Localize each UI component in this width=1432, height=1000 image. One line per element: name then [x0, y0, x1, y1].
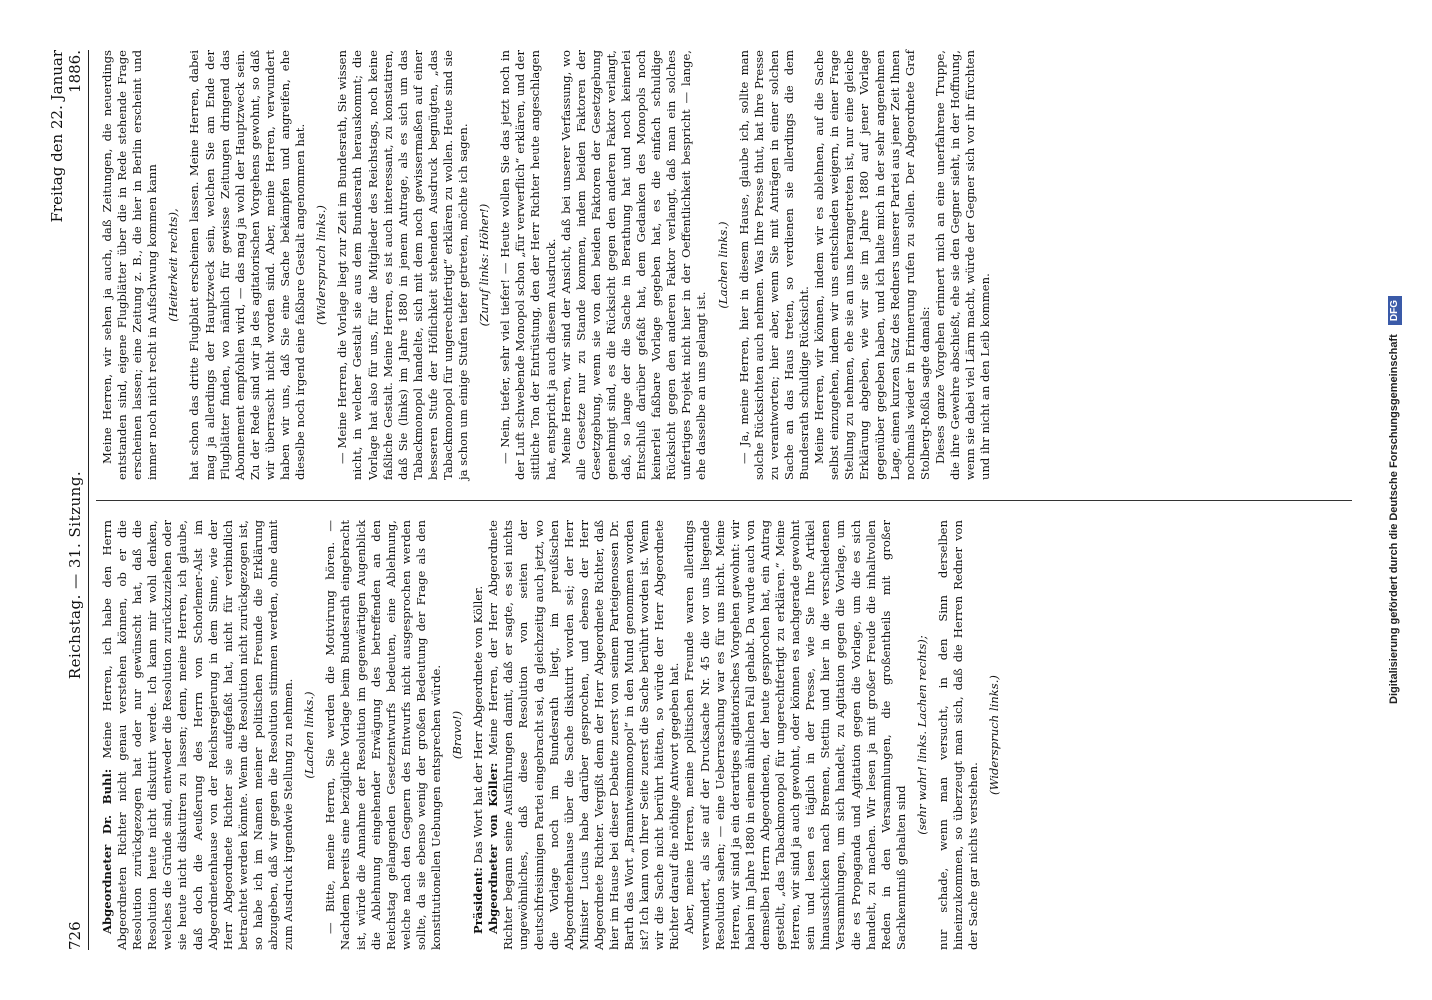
- stage-direction: (sehr wahr! links. Lachen rechts);: [914, 635, 929, 835]
- paragraph: [100, 520, 296, 950]
- paragraph: Meine Herren, wir sind der Ansicht, daß bei unserer Verfassung, wo alle Gesetze nur zu Stande kommen, indem beiden Faktoren der Gesetzgebung, wenn sie von den beiden Faktoren der Gesetzgebung genehmigt sind, es die Rücksicht gegen den anderen Faktor verlangt, daß, so lange der die Sache in Berathung hat und noch keinerlei Entschluß darüber gefaßt hat, dem Gedanken des Monopols noch keinerlei faßbare Vorlage gegeben hat, es die einfach schuldige Rücksicht gegen den anderen Faktor verlangt, daß man ein solches unfertiges Projekt nicht hier in der Oeffentlichkeit bespricht — lange, ehe dasselbe an uns gelangt ist.: [558, 50, 709, 480]
- right-column: [100, 50, 1356, 480]
- stage-direction: (Widerspruch links.): [314, 205, 329, 325]
- quoted-paragraph: Dieses ganze Vorgehen erinnert mich an eine unerfahrene Truppe, die ihre Gewehre abschießt, ehe sie den Gegner sieht, in der Hoffnung, wenn sie dabei viel Lärm macht, würde der Gegner sich vor ihr fürchten und ihr nicht an den Leib kommen.: [932, 50, 993, 480]
- page-number: 726: [66, 921, 84, 950]
- session-title: Reichstag. — 31. Sitzung.: [66, 470, 84, 680]
- newspaper-page: [36, 20, 1396, 980]
- paragraph: — Ja, meine Herren, hier in diesem Hause, glaube ich, sollte man solche Rücksichten auch nehmen. Was Ihre Presse thut, hat Ihre Presse zu verantworten; hier aber, wenn Sie mit Anträgen in einer solchen Sache an das Haus treten, so verdienen sie allerdings die dem Bundesrath schuldige Rücksicht.: [736, 50, 812, 480]
- stage-direction: (Heiterkeit rechts),: [166, 208, 181, 322]
- paragraph: — Bitte, meine Herren, Sie werden die Motivirung hören. — Nachdem bereits eine bezügliche Vorlage beim Bundesrath eingebracht ist, würde die Annahme der Resolution im gegenwärtigen Augenblick die Ablehnung eingehender Erwägung des betreffenden an den Reichstag gelangenden Gesetzentwurfs bedeuten, eine Ablehnung, welche nach den Gegnern des Entwurfs nicht ausgesprochen werden sollte, da sie ebenso wenig der großen Bedeutung der Frage als den konstitutionellen Uebungen entsprechen würde.: [323, 520, 443, 950]
- column-separator: [96, 500, 1352, 501]
- paragraph: [486, 520, 682, 950]
- speaker-name: Abgeordneter von Köller:: [486, 762, 501, 934]
- paragraph-text: Meine Herren, ich habe den Herrn Abgeordneten Richter nicht genau verstehen können, ob er die Resolution zurückgezogen hat oder nur gewünscht hat, daß die Resolution heute nicht diskutirt werde. Ich kann mir wohl denken, welches die Gründe sind, entweder die Resolution zurückzuziehen oder sie heute nicht diskutiren zu lassen; denn, meine Herren, ich glaube, daß doch die Aeußerung des Herrn von Schorlemer-Alst im Abgeordnetenhause von der Reichsregierung in dem Sinne, wie der Herr Abgeordnete Richter sie aufgefaßt hat, nicht für verbindlich betrachtet werden könnte. Wenn die Resolution nicht zurückgezogen ist, so habe ich im Namen meiner politischen Freunde die Erklärung abzugeben, daß wir gegen die Resolution stimmen werden, ohne damit zum Ausdruck irgendwie Stellung zu nehmen.: [100, 520, 296, 950]
- speaker-name: Präsident:: [471, 867, 486, 934]
- stage-direction: (Lachen links.): [302, 691, 317, 779]
- paragraph-text: Meine Herren, der Herr Abgeordnete Richter begann seine Ausführungen damit, daß er sagte, es sei nichts ungewöhnliches, daß diese Resolution von seiten der deutschfreisinnigen Partei eingebracht sei, da gleichzeitig auch jetzt, wo die Vorlage noch im Bundesrath liegt, im preußischen Abgeordnetenhause über die Sache diskutirt worden sei; der Herr Minister Lucius habe darüber gesprochen, und ebenso der Herr Abgeordnete Richter. Vergißt denn der Herr Abgeordnete Richter, daß hier im Hause bei dieser Debatte zuerst von seinem Parteigenossen Dr. Barth das Wort „Branntweinmonopol“ in den Mund genommen worden ist? Ich kann von Ihrer Seite zuerst die Sache berührt worden ist. Wenn wir die Sache nicht berührt hätten, so würde der Herr Abgeordnete Richter darauf die nöthige Antwort gegeben hat.: [486, 520, 682, 950]
- paragraph: Meine Herren, wir sehen ja auch, daß Zeitungen, die neuerdings entstanden sind, eigene Flugblätter über die in Rede stehende Frage erscheinen lassen; eine Zeitung z. B., die hier in Berlin erscheint und immer noch nicht recht in Aufschwung kommen kann: [100, 50, 160, 480]
- stage-direction: (Zuruf links: Höher!): [477, 203, 492, 327]
- page-header: [48, 50, 84, 950]
- paragraph: [471, 520, 486, 950]
- paragraph: — Meine Herren, die Vorlage liegt zur Zeit im Bundesrath, Sie wissen nicht, in welcher Gestalt sie aus dem Bundesrath herauskommt; die Vorlage hat also für uns, für die Mitglieder des Reichstags, noch keine faßliche Gestalt. Meine Herren, es ist auch interessant, zu konstatiren, daß Sie (links) im Jahre 1880 in jenem Antrage, als es sich um das Tabackmonopol handelte, sich mit dem noch gewissermaßen auf einer besseren Stufe der Höflichkeit stehenden Ausdruck begnügten, „das Tabackmonopol für ungerechtfertigt“ erklären zu wollen. Heute sind sie ja schon um einige Stufen tiefer getreten, möchte ich sagen.: [335, 50, 471, 480]
- speaker-name: Abgeordneter Dr. Buhl:: [100, 768, 114, 934]
- stage-direction: (Bravo!): [450, 710, 465, 760]
- left-column: [100, 520, 1356, 950]
- header-rule: [88, 50, 89, 950]
- stage-direction: (Widerspruch links.): [987, 675, 1002, 795]
- paragraph: nur schade, wenn man versucht, in den Sinn derselben hineinzukommen, so überzeugt man sich, daß die Herren Redner von der Sache gar nichts verstehen.: [935, 520, 981, 950]
- session-date: Freitag den 22. Januar 1886.: [48, 50, 84, 223]
- paragraph: Aber, meine Herren, meine politischen Freunde waren allerdings verwundert, als sie auf der Drucksache Nr. 45 die vor uns liegende Resolution sahen; — eine Ueberraschung war es für uns nicht. Meine Herren, wir sind ja ein derartiges agitatorisches Vorgehen gewohnt: wir haben im Jahre 1880 in einem ähnlichen Fall gehabt. Da wurde auch von demselben Herrn Abgeordneten, der heute gesprochen hat, ein Antrag gestellt, „das Tabackmonopol für ungerechtfertigt zu erklären.“ Meine Herren, wir sind ja auch gewohnt, oder können es nachgerade gewohnt sein und lesen es täglich in der Presse, wie Sie Ihre Artikel hinausschicken nach Bremen, Stettin und hier in die verschiedenen Versammlungen, um sich handelt, zu Agitation gegen die Vorlage, um die es Propaganda und Agitation gegen die Vorlage, um die es sich handelt, zu machen. Wir lesen ja mit großer Freude die inhaltvollen Reden in den Versammlungen, die großentheils mit großer Sachkenntniß gehalten sind: [682, 520, 908, 950]
- stage-direction: (Lachen links.): [715, 221, 730, 309]
- digitization-credit: [1382, 10, 1406, 990]
- paragraph-text: Das Wort hat der Herr Abgeordnete von Köller.: [471, 585, 486, 864]
- credit-text: Digitalisierung gefördert durch die Deutsche Forschungsgemeinschaft: [1388, 334, 1400, 704]
- paragraph: Meine Herren, wir können, indem wir es ablehnen, auf die Sache selbst einzugehen, indem wir uns entschieden weigern, in einer Frage Stellung zu nehmen, ehe sie an uns herangetreten ist, nur eine gleiche Erklärung abgeben, wie wir sie im Jahre 1880 auf jener Vorlage gegenüber gegeben haben, und ich halte mich in der sehr angenehmen Lage, einen kurzen Satz des Redners unserer Partei aus jener Zeit Ihnen nochmals wieder in Erinnerung rufen zu sollen. Der Abgeordnete Graf Stolberg-Roßla sagte damals:: [812, 50, 932, 480]
- paragraph: — Nein, tiefer, sehr viel tiefer! — Heute wollen Sie das jetzt noch in der Luft schwebende Monopol schon „für verwerflich“ erklären, und der sittliche Ton der Entrüstung, den der Herr Richter heute angeschlagen hat, entspricht ja auch diesem Ausdruck.: [498, 50, 558, 480]
- dfg-logo: DFG: [1388, 296, 1402, 325]
- paragraph: hat schon das dritte Flugblatt erscheinen lassen. Meine Herren, dabei mag ja allerdings der Hauptzweck sein, welchen Sie am Ende der Flugblätter finden, wo nämlich für gewisse Zeitungen dringend das Abonnement empfohlen wird, — das mag ja wohl der Hauptzweck sein. Zu der Rede sind wir ja des agitatorischen Vorgehens gewohnt, so daß wir überrascht nicht worden sind. Aber, meine Herren, verwundert haben wir uns, daß Sie eine Sache bekämpfen und angreifen, ehe dieselbe noch irgend eine faßbare Gestalt angenommen hat.: [187, 50, 308, 480]
